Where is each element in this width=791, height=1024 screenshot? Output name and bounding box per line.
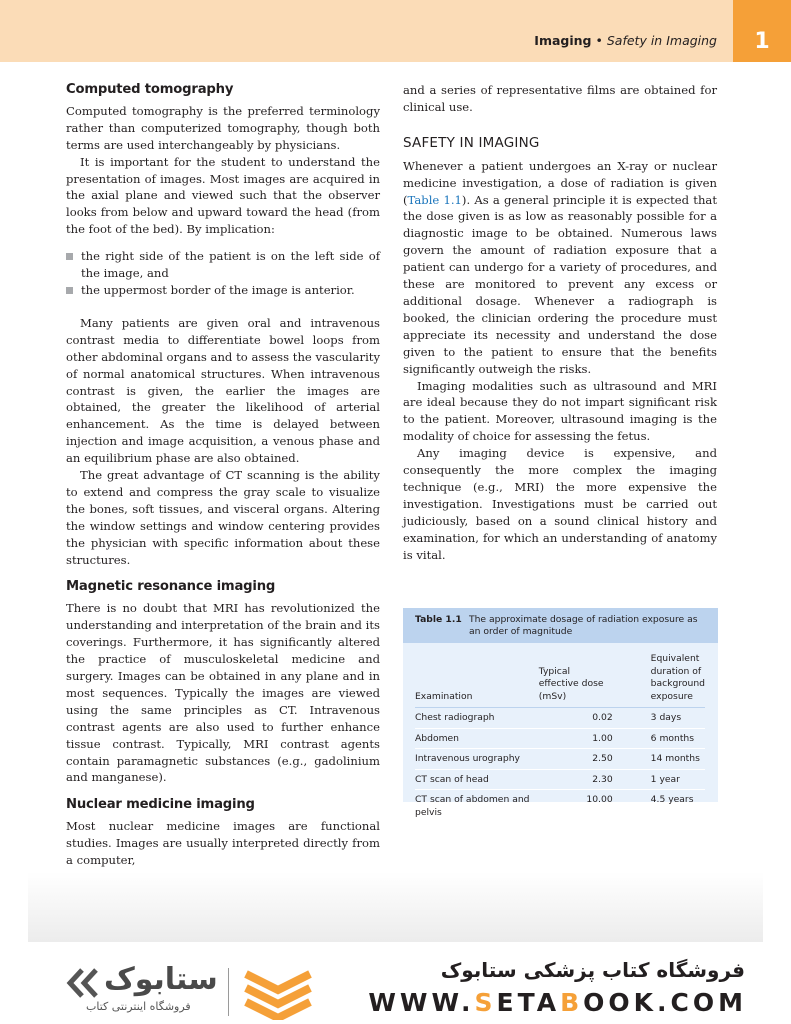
dosage-table <box>415 653 705 822</box>
store-name: فروشگاه کتاب پزشکی ستابوک <box>440 958 745 982</box>
table-caption <box>403 608 718 643</box>
table-cell: 4.5 years <box>650 794 694 805</box>
table-cell: CT scan of abdomen and pelvis <box>415 794 530 818</box>
running-head: Imaging • Safety in Imaging <box>534 33 717 48</box>
safety-paragraph-2: Imaging modalities such as ultrasound and MRI are ideal because they do not impart significant risk to the patient. Moreover, ultrasound imaging is the modality of choice for assessing the fetus. <box>403 378 717 444</box>
footer-gradient <box>28 872 763 942</box>
mri-paragraph-1: There is no doubt that MRI has revolutionized the understanding and interpretation of the brain and its coverings. Furthermore, it has significantly altered the practice of musculoskeletal medicine and surgery. Images can be obtained in any plane and in most sequences. Typically the images are viewed using the same principles as CT. Intravenous contrast agents are also used to further enhance tissue contrast. Typically, MRI contrast agents contain paramagnetic substances (e.g., gadolinium and manganese). <box>66 601 380 785</box>
heading-safety-in-imaging: SAFETY IN IMAGING <box>403 134 540 151</box>
logo-tagline: فروشگاه اینترنتی کتاب <box>86 1000 191 1013</box>
ct-paragraph-4: The great advantage of CT scanning is the ability to extend and compress the gray scale to visualize the bones, soft tissues, and visceral organs. Altering the window settings and window centering provides the physician with specific information about these structures. <box>66 468 380 567</box>
table-cell: 10.00 <box>586 794 613 805</box>
table-1-1 <box>403 608 718 818</box>
table-cell: 2.30 <box>539 769 613 790</box>
logo-brand-text: ستابوک <box>104 962 218 997</box>
ct-paragraph-2: It is important for the student to understand the presentation of images. Most images are acquired in the axial plane and viewed such that the observer looks from below and upward toward the head (from the foot of the bed). By implication: <box>66 154 380 237</box>
table-cell: 3 days <box>613 708 705 729</box>
table-cell: 14 months <box>613 749 705 770</box>
table-row <box>415 790 705 823</box>
table-cell: 2.50 <box>539 749 613 770</box>
table-cell: 1 year <box>613 769 705 790</box>
table-reference-link[interactable]: Table 1.1 <box>407 192 462 207</box>
heading-computed-tomography: Computed tomography <box>66 82 234 97</box>
right-column <box>403 82 717 563</box>
continuation-paragraph: and a series of representative films are obtained for clinical use. <box>403 83 717 114</box>
table-caption-text: The approximate dosage of radiation exposure as an order of magnitude <box>469 614 698 637</box>
table-row <box>415 769 705 790</box>
setabook-logo[interactable] <box>66 960 316 1020</box>
list-item: the right side of the patient is on the left side of the image, and <box>66 248 380 282</box>
left-column <box>66 82 380 869</box>
column-header: Equivalent duration of background exposure <box>613 653 705 708</box>
table-cell: 0.02 <box>539 708 613 729</box>
safety-paragraph-1: Whenever a patient undergoes an X-ray or nuclear medicine investigation, a dose of radiation is given (Table 1.1). As a general principle it is expected that the dose given is as low as reasonably possible for a diagnostic image to be obtained. Numerous laws govern the amount of radiation exposure that a patient can undergo for a variety of procedures, and these are monitored to prevent any excess or additional dosage. Whenever a radiograph is booked, the clinician ordering the procedure must appreciate its necessity and understand the dose given to the patient to ensure that the benefits significantly outweigh the risks. <box>403 158 717 376</box>
ct-paragraph-1: Computed tomography is the preferred terminology rather than computerized tomography, though both terms are used interchangeably by physicians. <box>66 103 380 152</box>
ct-paragraph-3: Many patients are given oral and intravenous contrast media to differentiate bowel loops from other abdominal organs and to assess the vascularity of normal anatomical structures. When intravenous contrast is given, the earlier the images are obtained, the greater the likelihood of arterial enhancement. As the time is delayed between injection and image acquisition, a venous phase and an equilibrium phase are also obtained. <box>66 315 380 466</box>
heading-mri: Magnetic resonance imaging <box>66 579 276 595</box>
book-chevron-icon <box>242 964 314 1020</box>
page-number: 1 <box>733 0 791 62</box>
column-header: Typical effective dose (mSv) <box>539 653 613 708</box>
logo-divider <box>228 968 229 1016</box>
table-row <box>415 749 705 770</box>
store-url[interactable]: WWW.SETABOOK.COM <box>368 988 747 1017</box>
list-item: the uppermost border of the image is anterior. <box>66 282 380 299</box>
table-cell: 1.00 <box>539 728 613 749</box>
running-head-subsection: Safety in Imaging <box>606 33 717 48</box>
running-head-section: Imaging <box>534 33 592 48</box>
double-chevron-icon <box>66 968 100 998</box>
safety-paragraph-3: Any imaging device is expensive, and consequently the more complex the imaging technique (e.g., MRI) the more expensive the investigation. Investigations must be carried out judiciously, based on a sound clinical history and examination, for which an understanding of anatomy is vital. <box>403 446 717 562</box>
heading-nuclear-medicine: Nuclear medicine imaging <box>66 797 255 813</box>
table-cell: Abdomen <box>415 728 539 749</box>
table-cell: Intravenous urography <box>415 749 539 770</box>
column-header: Examination <box>415 653 539 708</box>
table-cell: Chest radiograph <box>415 708 539 729</box>
table-cell: CT scan of head <box>415 769 539 790</box>
table-label: Table 1.1 <box>415 614 462 625</box>
table-row <box>415 708 705 729</box>
table-cell: 6 months <box>613 728 705 749</box>
table-header-row <box>415 653 705 708</box>
nuclear-paragraph-1: Most nuclear medicine images are functional studies. Images are usually interpreted directly from a computer, <box>66 819 380 868</box>
table-row <box>415 728 705 749</box>
running-header <box>0 0 791 62</box>
ct-bullet-list <box>66 248 380 299</box>
